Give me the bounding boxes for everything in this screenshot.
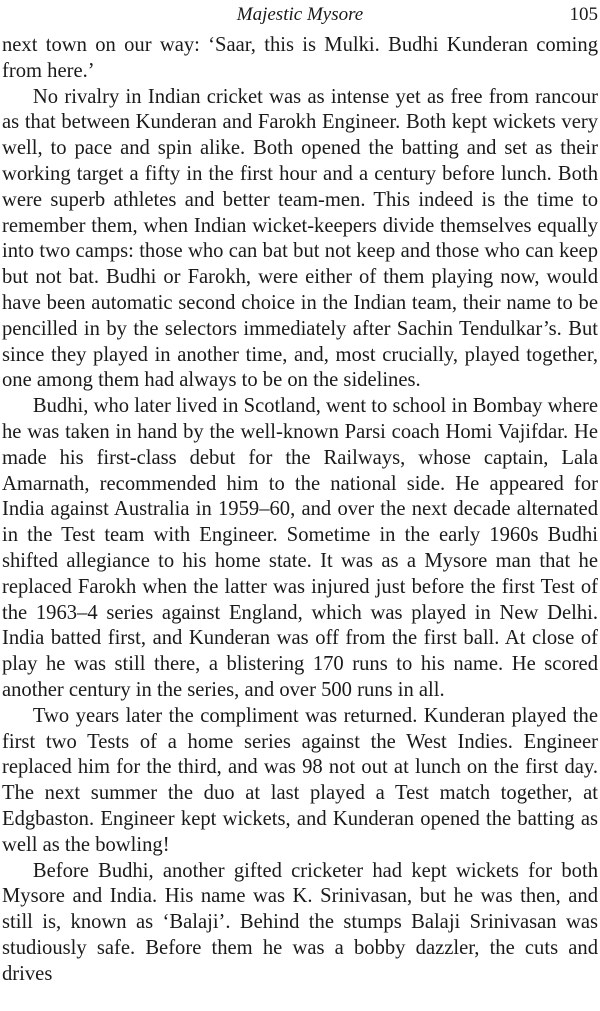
running-title: Majestic Mysore [236, 4, 364, 25]
paragraph-compliment-returned: Two years later the compliment was returned. Kunderan played the first two Tests of a home series against the West Indies. Engineer replaced him for the third, and was 98 not out at lunch on the first day. The next summer the duo at last played a Test match together, at Edgbaston. Engineer kept wickets, and Kunderan opened the batting as well as the bowling! [2, 704, 598, 856]
body-text [2, 33, 598, 987]
paragraph-budhi-career: Budhi, who later lived in Scotland, went to school in Bombay where he was taken in hand by the well-known Parsi coach Homi Vajifdar. He made his first-class debut for the Railways, whose captain, Lala Amarnath, recommended him to the national side. He appeared for India against Australia in 1959–60, and over the next decade alternated in the Test team with Engineer. Sometime in the early 1960s Budhi shifted allegiance to his home state. It was as a Mysore man that he replaced Farokh when the latter was injured just before the first Test of the 1963–4 series against England, which was played in New Delhi. India batted first, and Kunderan was off from the first ball. At close of play he was still there, a blistering 170 runs to his name. He scored another century in the series, and over 500 runs in all. [2, 395, 598, 701]
paragraph-continued: next town on our way: ‘Saar, this is Mulki. Budhi Kunderan coming from here.’ [2, 34, 598, 82]
page-number: 105 [569, 4, 598, 25]
paragraph-balaji: Before Budhi, another gifted cricketer had kept wickets for both Mysore and India. His name was K. Srinivasan, but he was then, and still is, known as ‘Balaji’. Behind the stumps Balaji Srinivasan was studiously safe. Before them he was a bobby dazzler, the cuts and drives [2, 859, 598, 985]
running-head [0, 2, 600, 28]
paragraph-rivalry: No rivalry in Indian cricket was as intense yet as free from rancour as that between Kunderan and Farokh Engineer. Both kept wickets very well, to pace and spin alike. Both opened the batting and set as their working target a fifty in the first hour and a century before lunch. Both were superb athletes and better team-men. This indeed is the time to remember them, when Indian wicket-keepers divide themselves equally into two camps: those who can bat but not keep and those who can keep but not bat. Budhi or Farokh, were either of them playing now, would have been automatic second choice in the Indian team, their name to be pencilled in by the selectors immediately after Sachin Tendulkar’s. But since they played in another time, and, most crucially, played together, one among them had always to be on the sidelines. [2, 85, 598, 392]
